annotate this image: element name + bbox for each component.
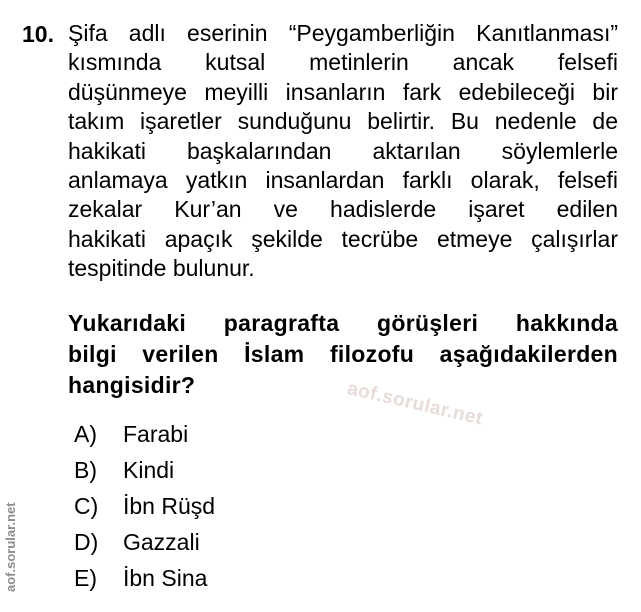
option-letter: D) [74,529,99,555]
option-letter: E) [74,565,97,591]
option-d[interactable] [74,524,215,560]
option-letter: C) [74,493,99,519]
option-b[interactable] [74,452,215,488]
option-text: İbn Sina [123,565,208,591]
watermark-side: aof.sorular.net [3,502,18,592]
option-letter: B) [74,457,97,483]
stem-line: zekalar Kur’an ve hadislerde işaret edilen [68,196,618,223]
prompt-line: Yukarıdaki paragrafta görüşleri hakkında [68,310,618,336]
stem-line: düşünmeye meyilli insanların fark edebileceği bir [68,78,618,105]
option-text: Farabi [123,421,189,447]
stem-line: hakikati apaçık şekilde tecrübe etmeye çalışırlar [68,225,618,252]
stem-line: hakikati başkalarından aktarılan söylemlerle [68,137,618,164]
stem-line: tespitinde bulunur. [68,255,255,282]
question-stem [68,19,618,284]
stem-line: Şifa adlı eserinin “Peygamberliğin Kanıtlanması” [68,20,618,46]
prompt-line: bilgi verilen İslam filozofu aşağıdakilerden [68,341,618,367]
option-e[interactable] [74,560,215,596]
option-a[interactable] [74,416,215,452]
prompt-line: hangisidir? [68,372,196,398]
watermark-center: aof.sorular.net [345,378,485,430]
answer-options [74,416,215,596]
stem-line: takım işaretler sunduğunu belirtir. Bu nedenle de [68,108,618,135]
option-letter: A) [74,421,97,447]
option-text: İbn Rüşd [123,493,216,519]
stem-line: kısmında kutsal metinlerin ancak felsefi [68,49,618,76]
option-text: Gazzali [123,529,200,555]
option-c[interactable] [74,488,215,524]
question-prompt [68,308,618,401]
option-text: Kindi [123,457,175,483]
stem-line: anlamaya yatkın insanlardan farklı olarak, felsefi [68,167,618,194]
question-number: 10. [22,21,54,47]
